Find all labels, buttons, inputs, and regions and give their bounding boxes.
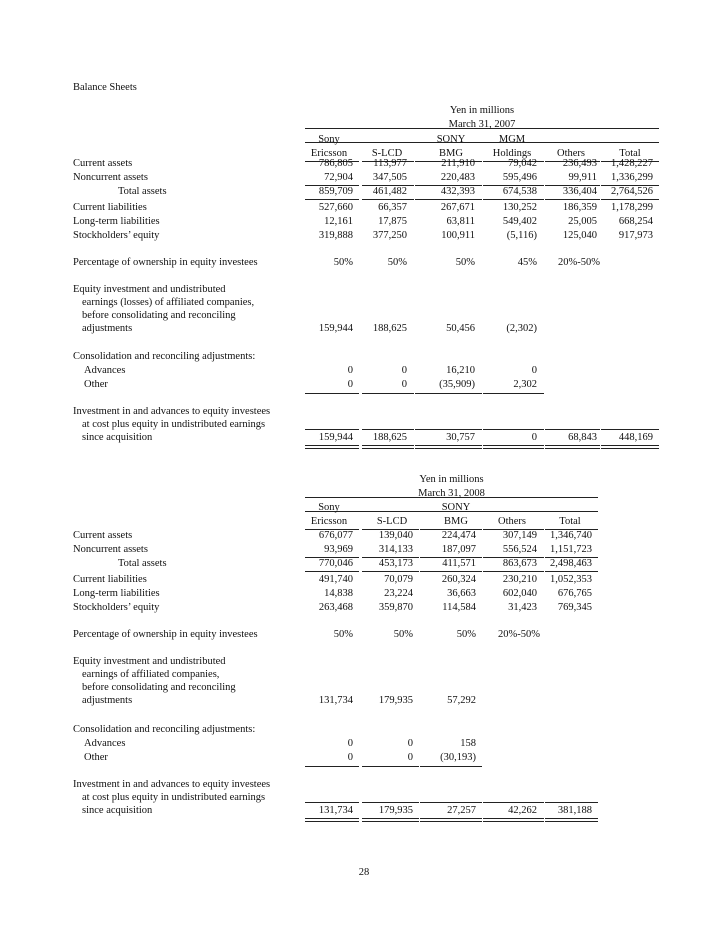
row-label: Total assets: [118, 558, 167, 569]
table-cell: 42,262: [508, 805, 537, 816]
table-cell: 12,161: [324, 216, 353, 227]
table-cell: 448,169: [618, 432, 653, 443]
table-cell: 1,178,299: [611, 202, 653, 213]
table-cell: 66,357: [378, 202, 407, 213]
row-label: Total assets: [118, 186, 167, 197]
row-label: Stockholders’ equity: [73, 230, 160, 241]
table-cell: 131,734: [318, 805, 353, 816]
subtotal-rule: [483, 802, 544, 803]
subtotal-rule: [362, 802, 419, 803]
table-cell: 676,077: [318, 530, 353, 541]
row-label: adjustments: [82, 323, 133, 334]
row-label: Equity investment and undistributed: [73, 656, 226, 667]
column-header: Ericsson: [310, 148, 348, 159]
table-cell: 1,346,740: [550, 530, 592, 541]
double-underline: [545, 445, 600, 449]
page-number: 28: [358, 867, 370, 878]
subtotal-rule: [305, 429, 359, 430]
table-cell: 359,870: [378, 602, 413, 613]
row-label: earnings of affiliated companies,: [82, 669, 220, 680]
row-label: before consolidating and reconciling: [82, 682, 236, 693]
table-cell: 79,042: [508, 158, 537, 169]
table-cell: 491,740: [318, 574, 353, 585]
row-label: Noncurrent assets: [73, 172, 148, 183]
table-cell: (35,909): [439, 379, 475, 390]
table-cell: 93,969: [324, 544, 353, 555]
table-cell: 114,584: [442, 602, 476, 613]
row-label: before consolidating and reconciling: [82, 310, 236, 321]
column-header: Ericsson: [310, 516, 348, 527]
total-rule: [483, 571, 544, 572]
row-label: Advances: [84, 365, 126, 376]
table-cell: 27,257: [447, 805, 476, 816]
column-header: S-LCD: [371, 148, 403, 159]
table-cell: 63,811: [446, 216, 475, 227]
table-cell: 45%: [517, 257, 537, 268]
table-cell: 188,625: [372, 323, 407, 334]
column-header: Holdings: [492, 148, 532, 159]
table-cell: 100,911: [441, 230, 475, 241]
table-cell: 0: [407, 738, 413, 749]
table-cell: 461,482: [372, 186, 407, 197]
table-cell: 30,757: [446, 432, 475, 443]
table-cell: 16,210: [446, 365, 475, 376]
table-cell: 1,151,723: [550, 544, 592, 555]
table-cell: 25,005: [568, 216, 597, 227]
table-cell: 186,359: [562, 202, 597, 213]
row-label: Investment in and advances to equity investees: [73, 779, 271, 790]
table-cell: 595,496: [502, 172, 537, 183]
table-cell: 50%: [387, 257, 407, 268]
table-cell: 179,935: [378, 805, 413, 816]
subtotal-rule: [483, 429, 544, 430]
row-label: Current assets: [73, 158, 133, 169]
table-cell: 549,402: [502, 216, 537, 227]
double-underline: [362, 818, 419, 822]
row-label: at cost plus equity in undistributed earnings: [82, 419, 266, 430]
subtotal-rule: [420, 802, 482, 803]
column-header: Sony: [318, 134, 340, 145]
column-header: Sony: [318, 502, 340, 513]
row-label: adjustments: [82, 695, 133, 706]
table-cell: 50%: [455, 257, 475, 268]
table-cell: 432,393: [440, 186, 475, 197]
table-cell: 113,977: [373, 158, 407, 169]
table-cell: 770,046: [318, 558, 353, 569]
subtotal-rule: [415, 393, 482, 394]
row-label: Stockholders’ equity: [73, 602, 160, 613]
total-rule: [545, 199, 600, 200]
table-cell: 187,097: [441, 544, 476, 555]
subtotal-rule: [362, 429, 414, 430]
table-cell: 381,188: [557, 805, 592, 816]
table-cell: 50%: [333, 629, 353, 640]
double-underline: [483, 818, 544, 822]
double-underline: [601, 445, 659, 449]
row-label: Current liabilities: [73, 574, 147, 585]
table-cell: 307,149: [502, 530, 537, 541]
table-cell: 158: [460, 738, 476, 749]
double-underline: [420, 818, 482, 822]
subtotal-rule: [305, 802, 359, 803]
row-label: earnings (losses) of affiliated companies,: [82, 297, 255, 308]
column-header: SONY: [436, 134, 466, 145]
table-cell: 50%: [393, 629, 413, 640]
table-cell: 50%: [333, 257, 353, 268]
total-rule: [601, 199, 659, 200]
table-cell: 453,173: [378, 558, 413, 569]
column-header: MGM: [498, 134, 526, 145]
row-label: Long-term liabilities: [73, 216, 160, 227]
total-rule: [545, 571, 598, 572]
row-label: Advances: [84, 738, 126, 749]
table-cell: 786,805: [318, 158, 353, 169]
table-cell: 68,843: [568, 432, 597, 443]
table-cell: 31,423: [508, 602, 537, 613]
table-cell: 179,935: [378, 695, 413, 706]
table-cell: 211,910: [441, 158, 475, 169]
table-cell: (30,193): [440, 752, 476, 763]
subtotal-rule: [305, 766, 359, 767]
table-cell: 0: [531, 365, 537, 376]
table-cell: 70,079: [384, 574, 413, 585]
table-cell: 260,324: [441, 574, 476, 585]
row-label: Other: [84, 379, 108, 390]
row-label: since acquisition: [82, 432, 153, 443]
units-label: Yen in millions: [419, 474, 484, 485]
table-cell: 57,292: [447, 695, 476, 706]
table-cell: 125,040: [562, 230, 597, 241]
table-cell: 50,456: [446, 323, 475, 334]
table-cell: 347,505: [372, 172, 407, 183]
period-date: March 31, 2008: [418, 488, 485, 499]
subtotal-rule: [601, 429, 659, 430]
column-header: BMG: [444, 516, 468, 527]
table-cell: 263,468: [318, 602, 353, 613]
table-cell: 1,336,299: [611, 172, 653, 183]
table-cell: 224,474: [441, 530, 476, 541]
total-rule: [305, 571, 359, 572]
section-title: Balance Sheets: [73, 82, 137, 93]
column-header: Total: [619, 148, 641, 159]
double-underline: [415, 445, 482, 449]
row-label: Investment in and advances to equity investees: [73, 406, 271, 417]
row-label: Long-term liabilities: [73, 588, 160, 599]
table-cell: 377,250: [372, 230, 407, 241]
table-cell: 14,838: [324, 588, 353, 599]
column-header: SONY: [441, 502, 471, 513]
table-cell: 267,671: [440, 202, 475, 213]
row-label: Percentage of ownership in equity investees: [73, 257, 258, 268]
table-cell: 0: [347, 379, 353, 390]
double-underline: [483, 445, 544, 449]
table-cell: 859,709: [318, 186, 353, 197]
row-label: Consolidation and reconciling adjustments:: [73, 724, 256, 735]
table-cell: 668,254: [618, 216, 653, 227]
subtotal-rule: [362, 393, 414, 394]
table-cell: 917,973: [618, 230, 653, 241]
table-cell: 220,483: [440, 172, 475, 183]
table-cell: (2,302): [506, 323, 537, 334]
table-cell: 527,660: [318, 202, 353, 213]
subtotal-rule: [545, 429, 600, 430]
table-cell: 139,040: [378, 530, 413, 541]
table-cell: 131,734: [318, 695, 353, 706]
table-cell: 0: [347, 365, 353, 376]
column-header: S-LCD: [376, 516, 408, 527]
row-label: Noncurrent assets: [73, 544, 148, 555]
table-cell: 230,210: [502, 574, 537, 585]
total-rule: [415, 199, 482, 200]
table-cell: 99,911: [568, 172, 597, 183]
table-cell: 2,764,526: [611, 186, 653, 197]
table-cell: 602,040: [502, 588, 537, 599]
table-cell: 336,404: [562, 186, 597, 197]
table-cell: 188,625: [372, 432, 407, 443]
table-cell: 314,133: [378, 544, 413, 555]
double-underline: [362, 445, 414, 449]
table-cell: 23,224: [384, 588, 413, 599]
subtotal-rule: [305, 393, 359, 394]
period-date: March 31, 2007: [448, 119, 516, 130]
table-cell: 0: [401, 365, 407, 376]
table-cell: 72,904: [324, 172, 353, 183]
subtotal-rule: [415, 429, 482, 430]
table-cell: 556,524: [502, 544, 537, 555]
table-cell: 674,538: [502, 186, 537, 197]
row-label: Equity investment and undistributed: [73, 284, 226, 295]
row-label: Consolidation and reconciling adjustments:: [73, 351, 256, 362]
column-header: BMG: [439, 148, 463, 159]
double-underline: [545, 818, 598, 822]
row-label: at cost plus equity in undistributed earnings: [82, 792, 266, 803]
table-cell: 159,944: [318, 323, 353, 334]
table-cell: 1,428,227: [611, 158, 653, 169]
table-cell: 0: [401, 379, 407, 390]
subtotal-rule: [362, 766, 419, 767]
row-label: Current assets: [73, 530, 133, 541]
table-cell: 159,944: [318, 432, 353, 443]
column-header: Total: [559, 516, 581, 527]
table-cell: 20%-50%: [558, 257, 600, 268]
table-cell: 0: [531, 432, 537, 443]
table-cell: 0: [347, 752, 353, 763]
row-label: Current liabilities: [73, 202, 147, 213]
table-cell: 319,888: [318, 230, 353, 241]
table-cell: 20%-50%: [498, 629, 540, 640]
total-rule: [305, 199, 359, 200]
table-cell: 236,493: [562, 158, 597, 169]
table-cell: 2,498,463: [550, 558, 592, 569]
table-cell: 0: [347, 738, 353, 749]
total-rule: [362, 199, 414, 200]
total-rule: [362, 571, 419, 572]
table-cell: 36,663: [447, 588, 476, 599]
table-cell: 676,765: [557, 588, 592, 599]
row-label: Percentage of ownership in equity investees: [73, 629, 258, 640]
column-header: Others: [557, 148, 585, 159]
table-cell: (5,116): [506, 230, 537, 241]
column-header: Others: [498, 516, 526, 527]
units-label: Yen in millions: [449, 105, 515, 116]
table-cell: 0: [407, 752, 413, 763]
table-cell: 863,673: [502, 558, 537, 569]
total-rule: [483, 199, 544, 200]
table-cell: 769,345: [557, 602, 592, 613]
subtotal-rule: [483, 393, 544, 394]
table-cell: 50%: [456, 629, 476, 640]
subtotal-rule: [545, 802, 598, 803]
subtotal-rule: [420, 766, 482, 767]
table-cell: 1,052,353: [550, 574, 592, 585]
double-underline: [305, 818, 359, 822]
table-cell: 17,875: [378, 216, 407, 227]
row-label: Other: [84, 752, 108, 763]
double-underline: [305, 445, 359, 449]
table-cell: 130,252: [502, 202, 537, 213]
table-cell: 2,302: [513, 379, 537, 390]
table-cell: 411,571: [442, 558, 476, 569]
total-rule: [420, 571, 482, 572]
row-label: since acquisition: [82, 805, 153, 816]
